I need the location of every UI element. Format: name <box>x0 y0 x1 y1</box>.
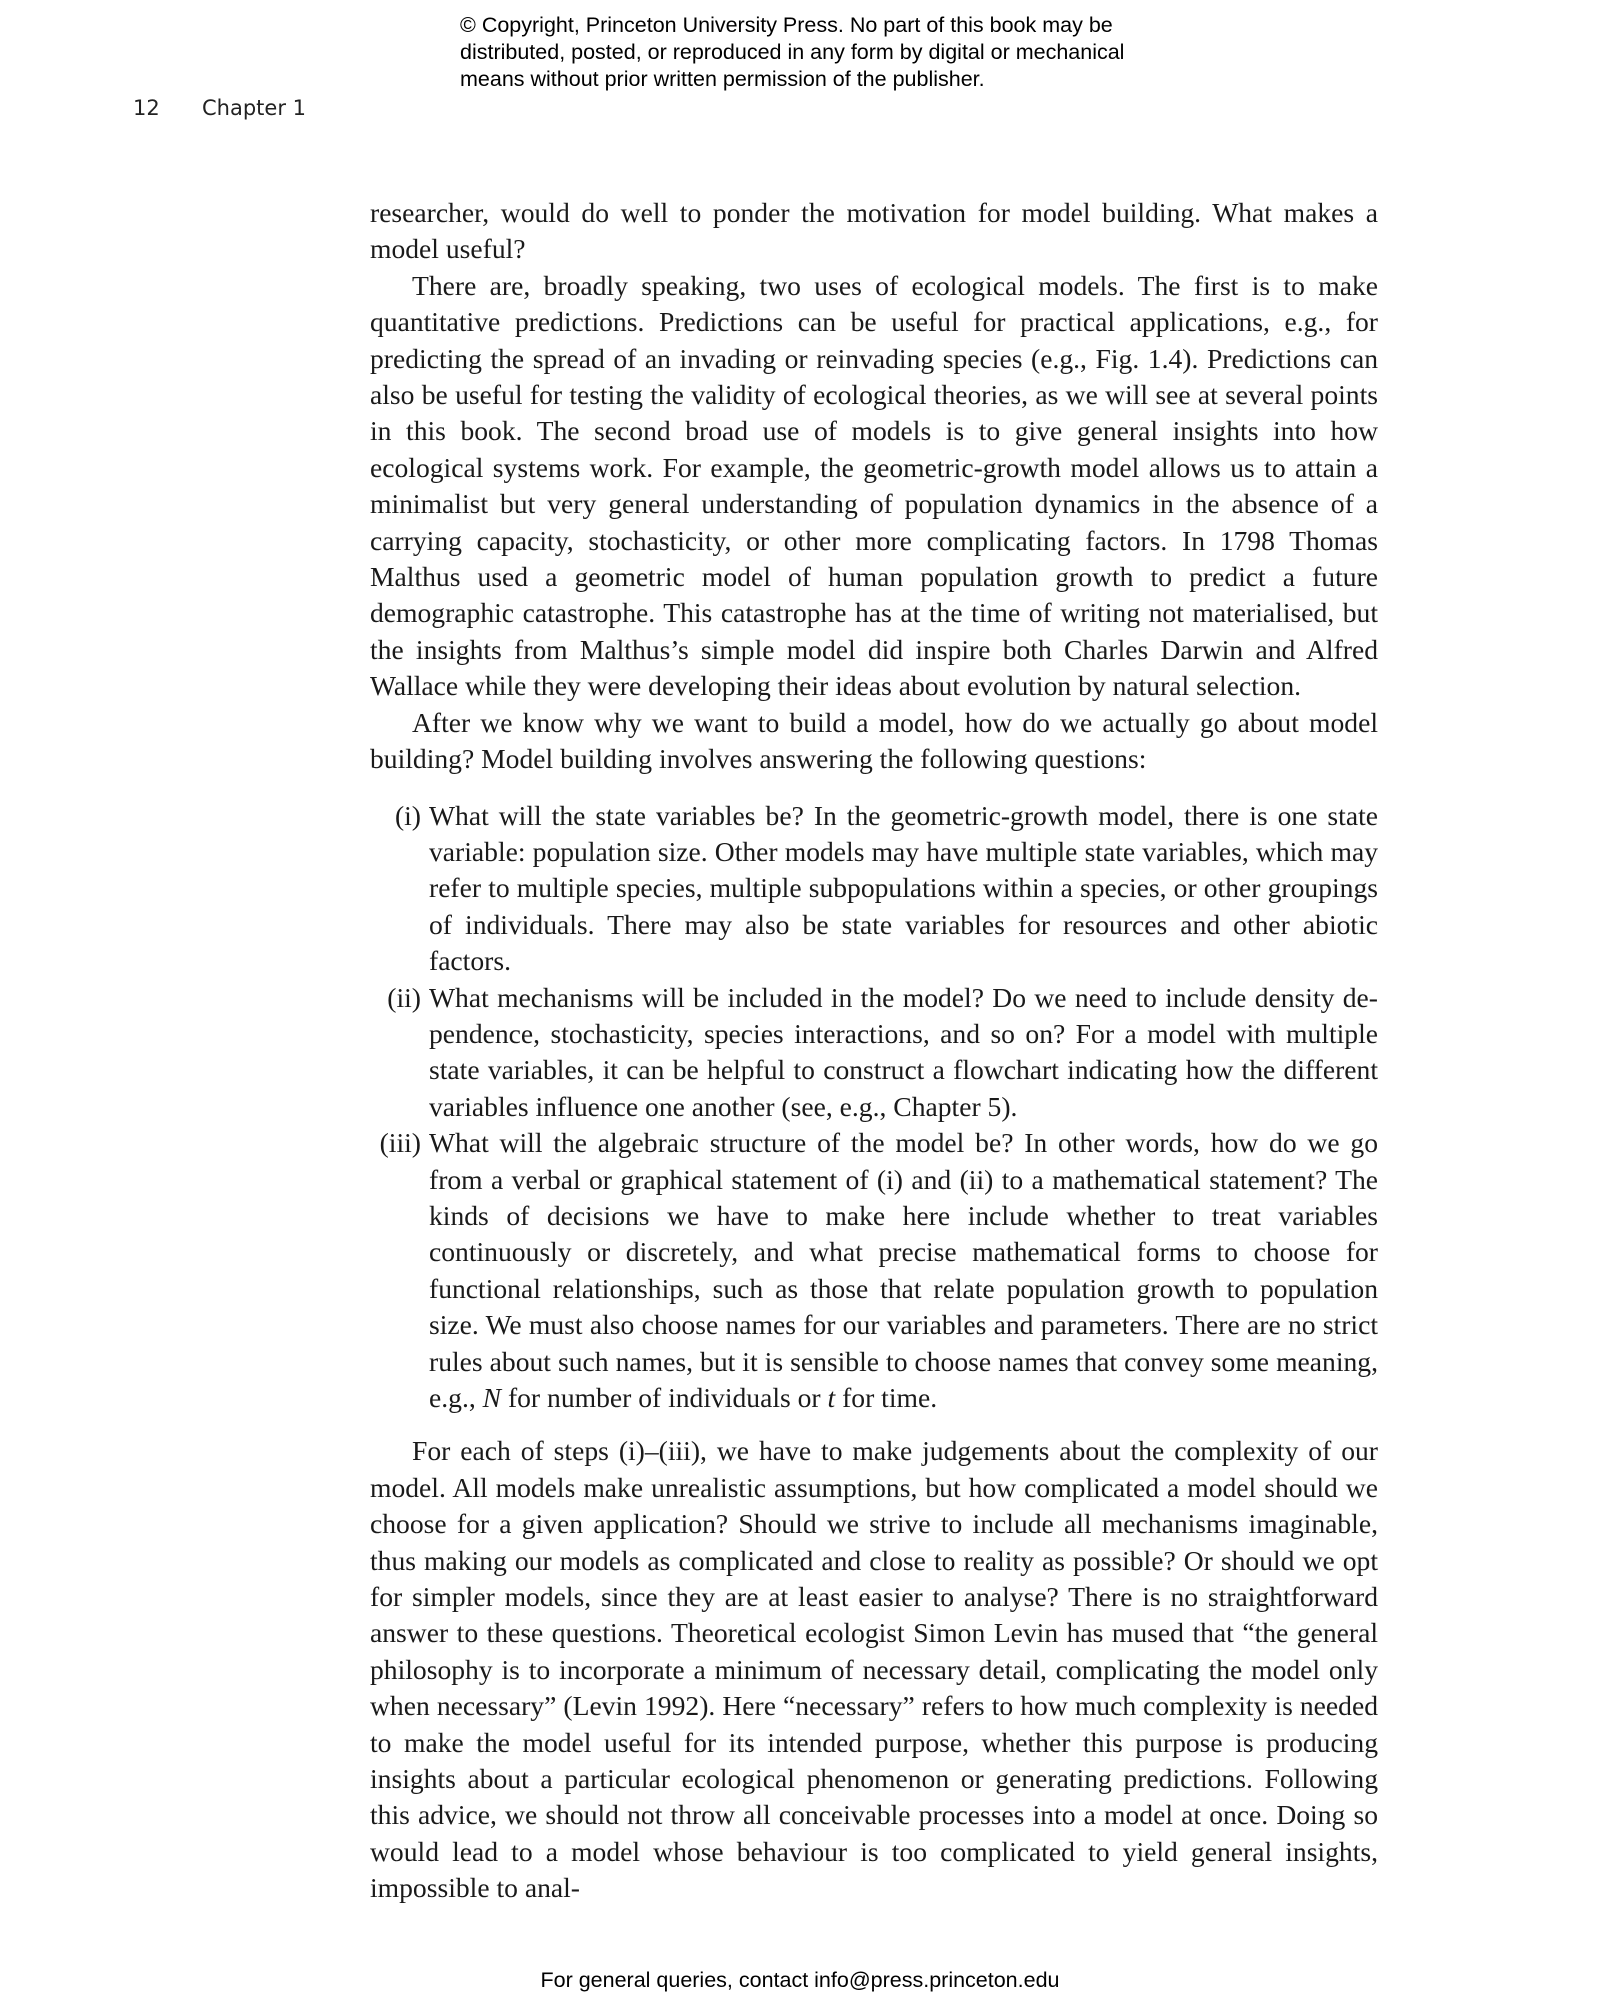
variable-t: t <box>827 1382 836 1413</box>
variable-n: N <box>482 1382 502 1413</box>
list-item-text: for number of individuals or <box>501 1382 828 1413</box>
paragraph: There are, broadly speaking, two uses of ecological models. The first is to make quantitative predictions. Predictions can be useful for practical applications, e.g., for predicting the spread of an invading or reinvading species (e.g., Fig. 1.4). Predictions can also be useful for testing the validity of ecological theories, as we will see at several points in this book. The second broad use of models is to give general insights into how ecological systems work. For example, the geometric-growth model allows us to attain a minimalist but very general understanding of population dynamics in the absence of a carrying capacity, stochasticity, or other more complicating factors. In 1798 Thomas Malthus used a geometric model of human population growth to predict a future demographic catastrophe. This catastrophe has at the time of writing not materialised, but the insights from Malthus’s simple model did inspire both Charles Darwin and Alfred Wallace while they were developing their ideas about evolution by natural selection. <box>370 269 1378 702</box>
list-marker: (ii) <box>387 981 421 1013</box>
footer-contact: For general queries, contact info@press.princeton.edu <box>540 1968 1060 1992</box>
copyright-notice <box>460 12 1220 93</box>
list-item-text: What will the state variables be? In the geometric-growth model, there is one state variable: population size. Other models may have multiple state variables, which may refer to multiple species, multiple subpopulations within a species, or other groupings of individuals. There may also be state variables for resources and other abiotic factors. <box>429 799 1378 977</box>
copyright-line: distributed, posted, or reproduced in any form by digital or mechanical <box>460 40 1125 64</box>
page-number: 12 <box>133 96 160 120</box>
running-head <box>133 96 306 120</box>
body-text <box>370 195 1378 1907</box>
list-marker: (iii) <box>379 1127 421 1159</box>
paragraph: researcher, would do well to ponder the motivation for model building. What makes a model useful? <box>370 197 1378 265</box>
paragraph: For each of steps (i)–(iii), we have to make judgements about the complexity of our model. All models make unrealistic assumptions, but how complicated a model should we choose for a given application? Should we strive to include all mechanisms imaginable, thus making our models as complicated and close to reality as possible? Or should we opt for simpler models, since they are at least easier to analyse? There is no straightforward answer to these questions. Theoretical ecologist Simon Levin has mused that “the general philosophy is to incorporate a minimum of necessary detail, complicating the model only when necessary” (Levin 1992). Here “necessary” refers to how much complexity is needed to make the model useful for its intended purpose, whether this purpose is producing insights about a particular ecological phenomenon or generating predictions. Following this advice, we should not throw all conceivable processes into a model at once. Doing so would lead to a model whose behaviour is too complicated to yield general insights, impossible to anal- <box>370 1435 1378 1904</box>
list-item <box>370 798 1378 980</box>
list-item-text: What will the algebraic structure of the model be? In other words, how do we go from a verbal or graphical statement of (i) and (ii) to a mathematical statement? The kinds of decisions we have to make here include whether to treat variables continuously or discretely, and what precise mathematical forms to choose for functional relationships, such as those that relate population growth to population size. We must also choose names for our variables and parameters. There are no strict rules about such names, but it is sensible to choose names that convey some meaning, e.g., <box>429 1127 1378 1413</box>
list-item-text: for time. <box>835 1382 938 1413</box>
list-item <box>370 1125 1378 1416</box>
list-marker: (i) <box>394 799 421 831</box>
list-item <box>370 980 1378 1126</box>
list-item-text: What mechanisms will be included in the model? Do we need to include density dependence, stochasticity, species interactions, and so on? For a model with multiple state variables, it can be helpful to construct a flowchart indicating how the different variables influence one another (see, e.g., Chapter 5). <box>429 981 1378 1122</box>
paragraph: After we know why we want to build a model, how do we actually go about model building? Model building involves answering the following questions: <box>370 706 1378 775</box>
question-list <box>370 798 1378 1417</box>
copyright-line: © Copyright, Princeton University Press. No part of this book may be <box>460 13 1113 37</box>
chapter-label: Chapter 1 <box>202 96 306 120</box>
copyright-line: means without prior written permission of the publisher. <box>460 67 985 91</box>
